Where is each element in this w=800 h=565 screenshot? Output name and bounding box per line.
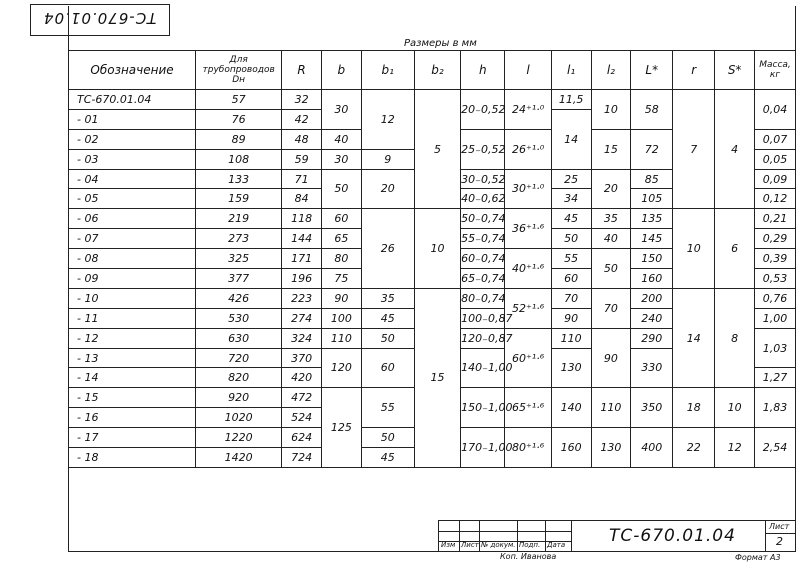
L-cell: 160 [631, 269, 673, 289]
r-cell: 18 [673, 388, 715, 428]
pipe-diameter-cell: 820 [196, 368, 282, 388]
b1-cell: 26 [361, 209, 414, 289]
l1-cell: 14 [551, 109, 591, 169]
mass-cell: 0,21 [755, 209, 796, 229]
tb-label-doc: № докум. [481, 541, 516, 549]
mass-cell: 0,05 [755, 149, 796, 169]
designation-cell: - 03 [69, 149, 196, 169]
copied-by: Коп. Иванова [500, 552, 557, 561]
designation-cell: - 04 [69, 169, 196, 189]
mass-cell: 0,76 [755, 288, 796, 308]
l2-cell: 15 [591, 129, 631, 169]
r-cell: 14 [673, 288, 715, 387]
L-cell: 200 [631, 288, 673, 308]
col-b: b [321, 51, 361, 90]
S-cell: 10 [715, 388, 755, 428]
l1-cell: 34 [551, 189, 591, 209]
pipe-diameter-cell: 133 [196, 169, 282, 189]
L-cell: 330 [631, 348, 673, 388]
l1-cell: 70 [551, 288, 591, 308]
designation-cell: - 10 [69, 288, 196, 308]
pipe-diameter-cell: 1220 [196, 428, 282, 448]
h-cell: 50₋0,74 [461, 209, 505, 229]
R-cell: 59 [282, 149, 322, 169]
l1-cell: 50 [551, 229, 591, 249]
l-cell: 52⁺¹·⁶ [505, 288, 551, 328]
tb-label-date: Дата [547, 541, 566, 549]
l2-cell: 40 [591, 229, 631, 249]
L-cell: 400 [631, 428, 673, 468]
pipe-diameter-cell: 1020 [196, 408, 282, 428]
R-cell: 420 [282, 368, 322, 388]
b-cell: 30 [321, 149, 361, 169]
l1-cell: 130 [551, 348, 591, 388]
l-cell: 24⁺¹·⁰ [505, 90, 551, 130]
b-cell: 60 [321, 209, 361, 229]
l2-cell: 10 [591, 90, 631, 130]
corner-code: ТС-670.01.04 [43, 9, 157, 27]
h-cell: 25₋0,52 [461, 129, 505, 169]
designation-cell: - 08 [69, 249, 196, 269]
col-R: R [282, 51, 322, 90]
b-cell: 100 [321, 308, 361, 328]
designation-cell: - 12 [69, 328, 196, 348]
l-cell: 65⁺¹·⁶ [505, 388, 551, 428]
L-cell: 150 [631, 249, 673, 269]
col-mass-line1: Масса, [759, 60, 791, 70]
mass-cell: 1,27 [755, 368, 796, 388]
pipe-diameter-cell: 89 [196, 129, 282, 149]
table-row [69, 288, 796, 308]
l2-cell: 20 [591, 169, 631, 209]
l1-cell: 160 [551, 428, 591, 468]
col-l2: l₂ [591, 51, 631, 90]
b2-cell: 10 [414, 209, 460, 289]
l-cell: 80⁺¹·⁶ [505, 428, 551, 468]
R-cell: 171 [282, 249, 322, 269]
l2-cell: 130 [591, 428, 631, 468]
S-cell: 6 [715, 209, 755, 289]
r-cell: 7 [673, 90, 715, 209]
table-row [69, 209, 796, 229]
pipe-diameter-cell: 630 [196, 328, 282, 348]
designation-cell: - 16 [69, 408, 196, 428]
R-cell: 118 [282, 209, 322, 229]
tb-label-sheet: Лист [461, 541, 479, 549]
S-cell: 4 [715, 90, 755, 209]
mass-cell: 2,54 [755, 428, 796, 468]
mass-cell: 0,12 [755, 189, 796, 209]
designation-cell: - 13 [69, 348, 196, 368]
pipe-diameter-cell: 219 [196, 209, 282, 229]
title-block [438, 520, 796, 552]
pipe-diameter-cell: 1420 [196, 448, 282, 468]
pipe-diameter-cell: 325 [196, 249, 282, 269]
b1-cell: 9 [361, 149, 414, 169]
designation-cell: - 17 [69, 428, 196, 448]
b-cell: 120 [321, 348, 361, 388]
b1-cell: 35 [361, 288, 414, 308]
b-cell: 125 [321, 388, 361, 468]
mass-cell: 0,04 [755, 90, 796, 130]
S-cell: 12 [715, 428, 755, 468]
pipe-diameter-cell: 920 [196, 388, 282, 408]
pipe-diameter-cell: 426 [196, 288, 282, 308]
specification-table [68, 50, 796, 468]
designation-cell: ТС-670.01.04 [69, 90, 196, 110]
h-cell: 170₋1,00 [461, 428, 505, 468]
col-pipe-line1: Для [229, 55, 248, 65]
b1-cell: 50 [361, 428, 414, 448]
b1-cell: 45 [361, 308, 414, 328]
pipe-diameter-cell: 76 [196, 109, 282, 129]
R-cell: 472 [282, 388, 322, 408]
pipe-diameter-cell: 57 [196, 90, 282, 110]
L-cell: 85 [631, 169, 673, 189]
designation-cell: - 05 [69, 189, 196, 209]
L-cell: 72 [631, 129, 673, 169]
table-row [69, 90, 796, 110]
designation-cell: - 15 [69, 388, 196, 408]
col-b1: b₁ [361, 51, 414, 90]
col-pipe-line2: трубопроводов [202, 65, 275, 75]
r-cell: 22 [673, 428, 715, 468]
b1-cell: 45 [361, 448, 414, 468]
pipe-diameter-cell: 108 [196, 149, 282, 169]
title-block-code: ТС-670.01.04 [609, 526, 736, 546]
mass-cell: 0,29 [755, 229, 796, 249]
l1-cell: 90 [551, 308, 591, 328]
designation-cell: - 07 [69, 229, 196, 249]
pipe-diameter-cell: 720 [196, 348, 282, 368]
col-pipe [196, 51, 282, 90]
col-pipe-line3: Dн [232, 75, 246, 85]
mass-cell: 1,83 [755, 388, 796, 428]
b2-cell: 5 [414, 90, 460, 209]
h-cell: 40₋0,62 [461, 189, 505, 209]
col-mass [755, 51, 796, 90]
l2-cell: 50 [591, 249, 631, 289]
b-cell: 75 [321, 269, 361, 289]
pipe-diameter-cell: 273 [196, 229, 282, 249]
h-cell: 60₋0,74 [461, 249, 505, 269]
l1-cell: 140 [551, 388, 591, 428]
b1-cell: 20 [361, 169, 414, 209]
b-cell: 50 [321, 169, 361, 209]
L-cell: 135 [631, 209, 673, 229]
L-cell: 290 [631, 328, 673, 348]
b2-cell: 15 [414, 288, 460, 467]
b-cell: 90 [321, 288, 361, 308]
L-cell: 58 [631, 90, 673, 130]
R-cell: 370 [282, 348, 322, 368]
S-cell: 8 [715, 288, 755, 387]
tb-label-sign: Подп. [519, 541, 541, 549]
b1-cell: 60 [361, 348, 414, 388]
pipe-diameter-cell: 159 [196, 189, 282, 209]
tb-label-change: Изм [441, 541, 456, 549]
R-cell: 71 [282, 169, 322, 189]
l2-cell: 70 [591, 288, 631, 328]
l1-cell: 45 [551, 209, 591, 229]
l-cell: 36⁺¹·⁶ [505, 209, 551, 249]
mass-cell: 1,00 [755, 308, 796, 328]
b1-cell: 55 [361, 388, 414, 428]
h-cell: 55₋0,74 [461, 229, 505, 249]
R-cell: 524 [282, 408, 322, 428]
pipe-diameter-cell: 530 [196, 308, 282, 328]
designation-cell: - 09 [69, 269, 196, 289]
L-cell: 145 [631, 229, 673, 249]
R-cell: 32 [282, 90, 322, 110]
col-L: L* [631, 51, 673, 90]
l1-cell: 60 [551, 269, 591, 289]
designation-cell: - 18 [69, 448, 196, 468]
col-b2: b₂ [414, 51, 460, 90]
pipe-diameter-cell: 377 [196, 269, 282, 289]
sheet-label: Лист [769, 522, 790, 531]
l1-cell: 55 [551, 249, 591, 269]
R-cell: 48 [282, 129, 322, 149]
l1-cell: 11,5 [551, 90, 591, 110]
designation-cell: - 02 [69, 129, 196, 149]
paper-format: Формат А3 [735, 553, 781, 562]
col-l1: l₁ [551, 51, 591, 90]
L-cell: 240 [631, 308, 673, 328]
mass-cell: 0,39 [755, 249, 796, 269]
R-cell: 324 [282, 328, 322, 348]
b-cell: 65 [321, 229, 361, 249]
h-cell: 120₋0,87 [461, 328, 505, 348]
b1-cell: 12 [361, 90, 414, 150]
col-r: r [673, 51, 715, 90]
sheet-number: 2 [776, 535, 783, 548]
designation-cell: - 11 [69, 308, 196, 328]
R-cell: 223 [282, 288, 322, 308]
R-cell: 84 [282, 189, 322, 209]
h-cell: 20₋0,52 [461, 90, 505, 130]
b-cell: 80 [321, 249, 361, 269]
h-cell: 65₋0,74 [461, 269, 505, 289]
h-cell: 100₋0,87 [461, 308, 505, 328]
R-cell: 196 [282, 269, 322, 289]
h-cell: 30₋0,52 [461, 169, 505, 189]
l1-cell: 25 [551, 169, 591, 189]
l-cell: 40⁺¹·⁶ [505, 249, 551, 289]
designation-cell: - 06 [69, 209, 196, 229]
b-cell: 110 [321, 328, 361, 348]
L-cell: 350 [631, 388, 673, 428]
col-designation: Обозначение [69, 51, 196, 90]
mass-cell: 0,07 [755, 129, 796, 149]
R-cell: 144 [282, 229, 322, 249]
col-l: l [505, 51, 551, 90]
sheet-box [765, 521, 796, 551]
l2-cell: 90 [591, 328, 631, 388]
mass-cell: 1,03 [755, 328, 796, 368]
designation-cell: - 01 [69, 109, 196, 129]
l2-cell: 110 [591, 388, 631, 428]
col-S: S* [715, 51, 755, 90]
R-cell: 42 [282, 109, 322, 129]
col-mass-line2: кг [769, 70, 781, 80]
l-cell: 60⁺¹·⁶ [505, 328, 551, 388]
R-cell: 624 [282, 428, 322, 448]
b-cell: 40 [321, 129, 361, 149]
L-cell: 105 [631, 189, 673, 209]
R-cell: 724 [282, 448, 322, 468]
h-cell: 150₋1,00 [461, 388, 505, 428]
col-h: h [461, 51, 505, 90]
mass-cell: 0,09 [755, 169, 796, 189]
header-row [69, 51, 796, 90]
b1-cell: 50 [361, 328, 414, 348]
mass-cell: 0,53 [755, 269, 796, 289]
b-cell: 30 [321, 90, 361, 130]
l-cell: 26⁺¹·⁰ [505, 129, 551, 169]
l2-cell: 35 [591, 209, 631, 229]
l1-cell: 110 [551, 328, 591, 348]
dimensions-caption: Размеры в мм [404, 38, 477, 49]
h-cell: 140₋1,00 [461, 348, 505, 388]
h-cell: 80₋0,74 [461, 288, 505, 308]
l-cell: 30⁺¹·⁰ [505, 169, 551, 209]
R-cell: 274 [282, 308, 322, 328]
r-cell: 10 [673, 209, 715, 289]
designation-cell: - 14 [69, 368, 196, 388]
